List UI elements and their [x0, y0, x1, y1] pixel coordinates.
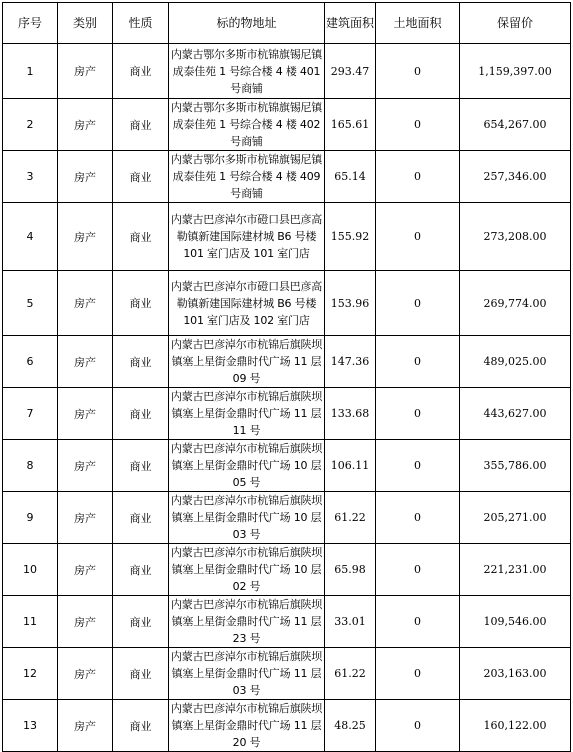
cell-index: 6	[3, 336, 58, 388]
table-row	[3, 648, 571, 700]
cell-address: 内蒙古巴彦淖尔市杭锦后旗陕坝镇塞上星街金鼎时代广场 11 层 09 号	[169, 336, 325, 388]
cell-address: 内蒙古鄂尔多斯市杭锦旗锡尼镇成泰佳苑 1 号综合楼 4 楼 409 号商铺	[169, 151, 325, 203]
cell-index: 8	[3, 440, 58, 492]
cell-index: 4	[3, 203, 58, 271]
table-header	[3, 3, 571, 44]
header-reserve-price: 保留价	[460, 3, 571, 44]
cell-land-area: 0	[376, 44, 460, 99]
cell-building-area: 61.22	[325, 648, 376, 700]
cell-building-area: 147.36	[325, 336, 376, 388]
table-row	[3, 271, 571, 336]
cell-building-area: 155.92	[325, 203, 376, 271]
cell-building-area: 133.68	[325, 388, 376, 440]
cell-index: 1	[3, 44, 58, 99]
cell-index: 3	[3, 151, 58, 203]
cell-building-area: 33.01	[325, 596, 376, 648]
cell-property: 商业	[113, 596, 169, 648]
cell-type: 房产	[58, 336, 113, 388]
cell-type: 房产	[58, 203, 113, 271]
cell-property: 商业	[113, 203, 169, 271]
cell-building-area: 293.47	[325, 44, 376, 99]
header-land-area: 土地面积	[376, 3, 460, 44]
cell-land-area: 0	[376, 151, 460, 203]
cell-reserve-price: 443,627.00	[460, 388, 571, 440]
cell-index: 9	[3, 492, 58, 544]
cell-address: 内蒙古巴彦淖尔市杭锦后旗陕坝镇塞上星街金鼎时代广场 11 层 11 号	[169, 388, 325, 440]
cell-reserve-price: 203,163.00	[460, 648, 571, 700]
header-index: 序号	[3, 3, 58, 44]
cell-type: 房产	[58, 271, 113, 336]
cell-property: 商业	[113, 700, 169, 752]
cell-reserve-price: 160,122.00	[460, 700, 571, 752]
header-type: 类别	[58, 3, 113, 44]
table-row	[3, 596, 571, 648]
cell-reserve-price: 273,208.00	[460, 203, 571, 271]
cell-property: 商业	[113, 44, 169, 99]
cell-type: 房产	[58, 700, 113, 752]
cell-index: 5	[3, 271, 58, 336]
cell-index: 10	[3, 544, 58, 596]
table-row	[3, 151, 571, 203]
cell-land-area: 0	[376, 648, 460, 700]
table-body	[3, 44, 571, 752]
cell-index: 11	[3, 596, 58, 648]
cell-land-area: 0	[376, 544, 460, 596]
cell-building-area: 65.98	[325, 544, 376, 596]
cell-reserve-price: 355,786.00	[460, 440, 571, 492]
cell-reserve-price: 221,231.00	[460, 544, 571, 596]
cell-land-area: 0	[376, 700, 460, 752]
cell-land-area: 0	[376, 99, 460, 151]
table-row	[3, 336, 571, 388]
cell-address: 内蒙古巴彦淖尔市杭锦后旗陕坝镇塞上星街金鼎时代广场 11 层 20 号	[169, 700, 325, 752]
cell-index: 13	[3, 700, 58, 752]
cell-type: 房产	[58, 388, 113, 440]
cell-address: 内蒙古巴彦淖尔市磴口县巴彦高勒镇新建国际建材城 B6 号楼 101 室门店及 102 室门店	[169, 271, 325, 336]
cell-address: 内蒙古巴彦淖尔市杭锦后旗陕坝镇塞上星街金鼎时代广场 11 层 23 号	[169, 596, 325, 648]
cell-land-area: 0	[376, 596, 460, 648]
cell-type: 房产	[58, 596, 113, 648]
table-row	[3, 99, 571, 151]
cell-property: 商业	[113, 151, 169, 203]
cell-building-area: 153.96	[325, 271, 376, 336]
header-row	[3, 3, 571, 44]
cell-property: 商业	[113, 388, 169, 440]
cell-address: 内蒙古巴彦淖尔市杭锦后旗陕坝镇塞上星街金鼎时代广场 10 层 03 号	[169, 492, 325, 544]
table-row	[3, 544, 571, 596]
cell-index: 12	[3, 648, 58, 700]
cell-index: 7	[3, 388, 58, 440]
header-address: 标的物地址	[169, 3, 325, 44]
table-row	[3, 440, 571, 492]
cell-property: 商业	[113, 440, 169, 492]
cell-reserve-price: 257,346.00	[460, 151, 571, 203]
cell-type: 房产	[58, 99, 113, 151]
cell-address: 内蒙古鄂尔多斯市杭锦旗锡尼镇成泰佳苑 1 号综合楼 4 楼 401 号商铺	[169, 44, 325, 99]
cell-land-area: 0	[376, 203, 460, 271]
cell-land-area: 0	[376, 388, 460, 440]
cell-address: 内蒙古巴彦淖尔市杭锦后旗陕坝镇塞上星街金鼎时代广场 10 层 02 号	[169, 544, 325, 596]
cell-type: 房产	[58, 44, 113, 99]
cell-address: 内蒙古巴彦淖尔市杭锦后旗陕坝镇塞上星街金鼎时代广场 10 层 05 号	[169, 440, 325, 492]
cell-type: 房产	[58, 151, 113, 203]
cell-address: 内蒙古巴彦淖尔市磴口县巴彦高勒镇新建国际建材城 B6 号楼 101 室门店及 101 室门店	[169, 203, 325, 271]
cell-reserve-price: 654,267.00	[460, 99, 571, 151]
cell-land-area: 0	[376, 271, 460, 336]
cell-type: 房产	[58, 648, 113, 700]
cell-property: 商业	[113, 648, 169, 700]
table-row	[3, 700, 571, 752]
table-row	[3, 203, 571, 271]
cell-land-area: 0	[376, 336, 460, 388]
cell-type: 房产	[58, 544, 113, 596]
header-property: 性质	[113, 3, 169, 44]
cell-reserve-price: 1,159,397.00	[460, 44, 571, 99]
header-building-area: 建筑面积	[325, 3, 376, 44]
cell-property: 商业	[113, 99, 169, 151]
cell-property: 商业	[113, 544, 169, 596]
cell-land-area: 0	[376, 492, 460, 544]
cell-building-area: 165.61	[325, 99, 376, 151]
cell-reserve-price: 269,774.00	[460, 271, 571, 336]
cell-property: 商业	[113, 271, 169, 336]
cell-address: 内蒙古巴彦淖尔市杭锦后旗陕坝镇塞上星街金鼎时代广场 11 层 03 号	[169, 648, 325, 700]
cell-type: 房产	[58, 492, 113, 544]
cell-land-area: 0	[376, 440, 460, 492]
table-row	[3, 388, 571, 440]
cell-reserve-price: 205,271.00	[460, 492, 571, 544]
cell-building-area: 48.25	[325, 700, 376, 752]
cell-building-area: 65.14	[325, 151, 376, 203]
cell-index: 2	[3, 99, 58, 151]
asset-listing-table	[2, 2, 571, 752]
cell-reserve-price: 489,025.00	[460, 336, 571, 388]
table-row	[3, 492, 571, 544]
table-row	[3, 44, 571, 99]
cell-address: 内蒙古鄂尔多斯市杭锦旗锡尼镇成泰佳苑 1 号综合楼 4 楼 402 号商铺	[169, 99, 325, 151]
cell-property: 商业	[113, 492, 169, 544]
cell-building-area: 106.11	[325, 440, 376, 492]
cell-type: 房产	[58, 440, 113, 492]
cell-property: 商业	[113, 336, 169, 388]
cell-building-area: 61.22	[325, 492, 376, 544]
cell-reserve-price: 109,546.00	[460, 596, 571, 648]
